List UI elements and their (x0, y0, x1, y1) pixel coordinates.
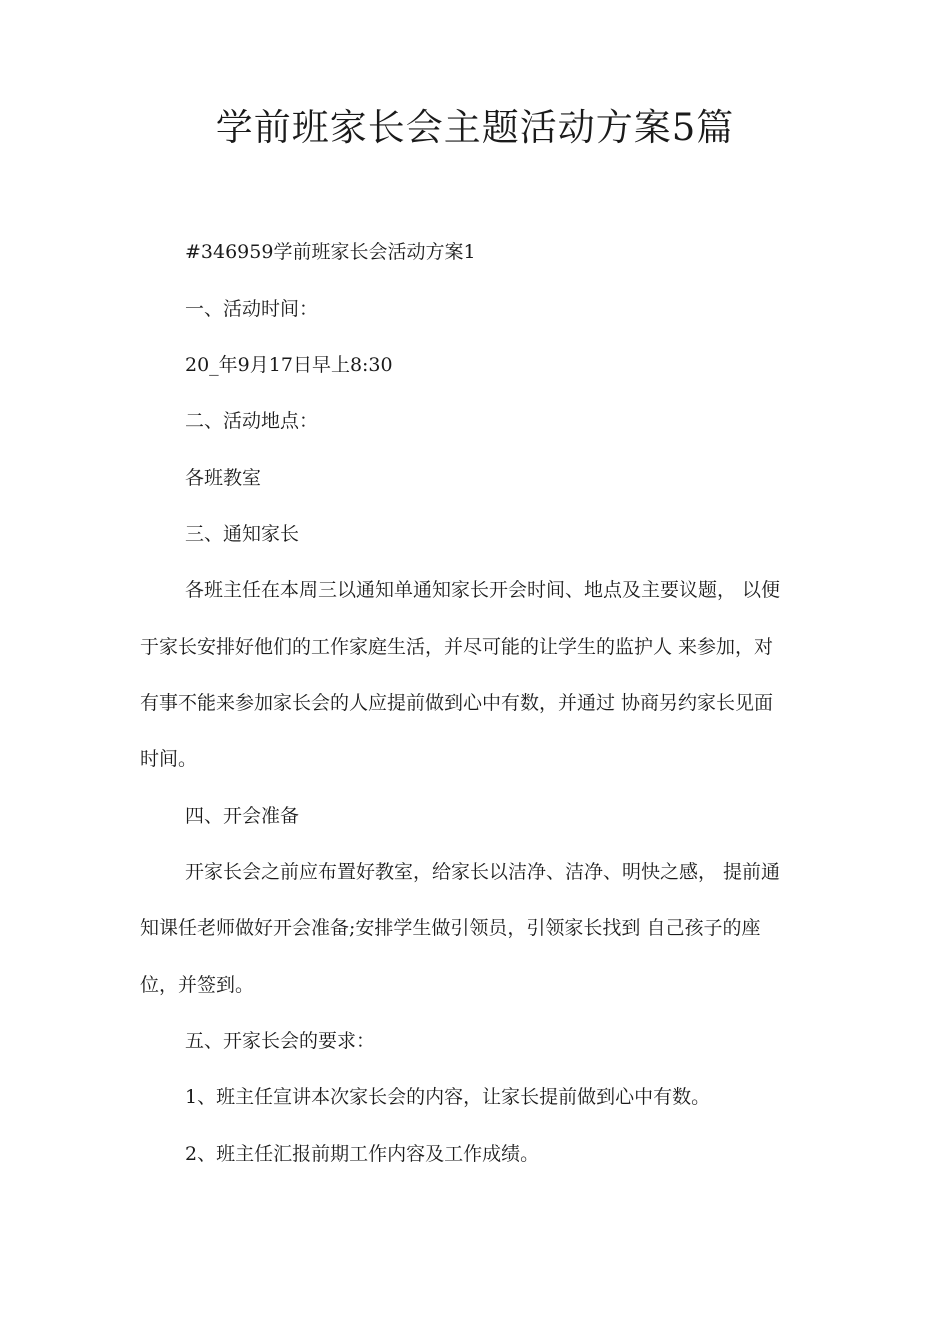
section-4-paragraph-line: 位，并签到。 (140, 974, 255, 996)
section-2-body: 各班教室 (185, 467, 262, 489)
section-3-paragraph-line: 各班主任在本周三以通知单通知家长开会时间、地点及主要议题， 以便 (185, 579, 781, 601)
list-item: 2、班主任汇报前期工作内容及工作成绩。 (185, 1143, 540, 1165)
section-5-title: 五、开家长会的要求： (185, 1030, 376, 1052)
section-4-paragraph-line: 知课任老师做好开会准备;安排学生做引领员，引领家长找到 自己孩子的座 (140, 917, 761, 939)
section-1-body: 20_年9月17日早上8:30 (185, 354, 393, 376)
section-1-title: 一、活动时间： (185, 298, 319, 320)
section-2-title: 二、活动地点： (185, 410, 319, 432)
section-3-title: 三、通知家长 (185, 523, 300, 545)
section-heading: #346959学前班家长会活动方案1 (185, 241, 476, 263)
section-3-paragraph-line: 有事不能来参加家长会的人应提前做到心中有数，并通过 协商另约家长见面 (140, 692, 774, 714)
section-4-paragraph-line: 开家长会之前应布置好教室，给家长以洁净、洁净、明快之感， 提前通 (185, 861, 781, 883)
section-4-title: 四、开会准备 (185, 805, 300, 827)
list-item: 1、班主任宣讲本次家长会的内容，让家长提前做到心中有数。 (185, 1086, 711, 1108)
section-3-paragraph-line: 时间。 (140, 748, 198, 770)
document-title: 学前班家长会主题活动方案5篇 (215, 106, 735, 149)
section-3-paragraph-line: 于家长安排好他们的工作家庭生活，并尽可能的让学生的监护人 来参加，对 (140, 636, 774, 658)
